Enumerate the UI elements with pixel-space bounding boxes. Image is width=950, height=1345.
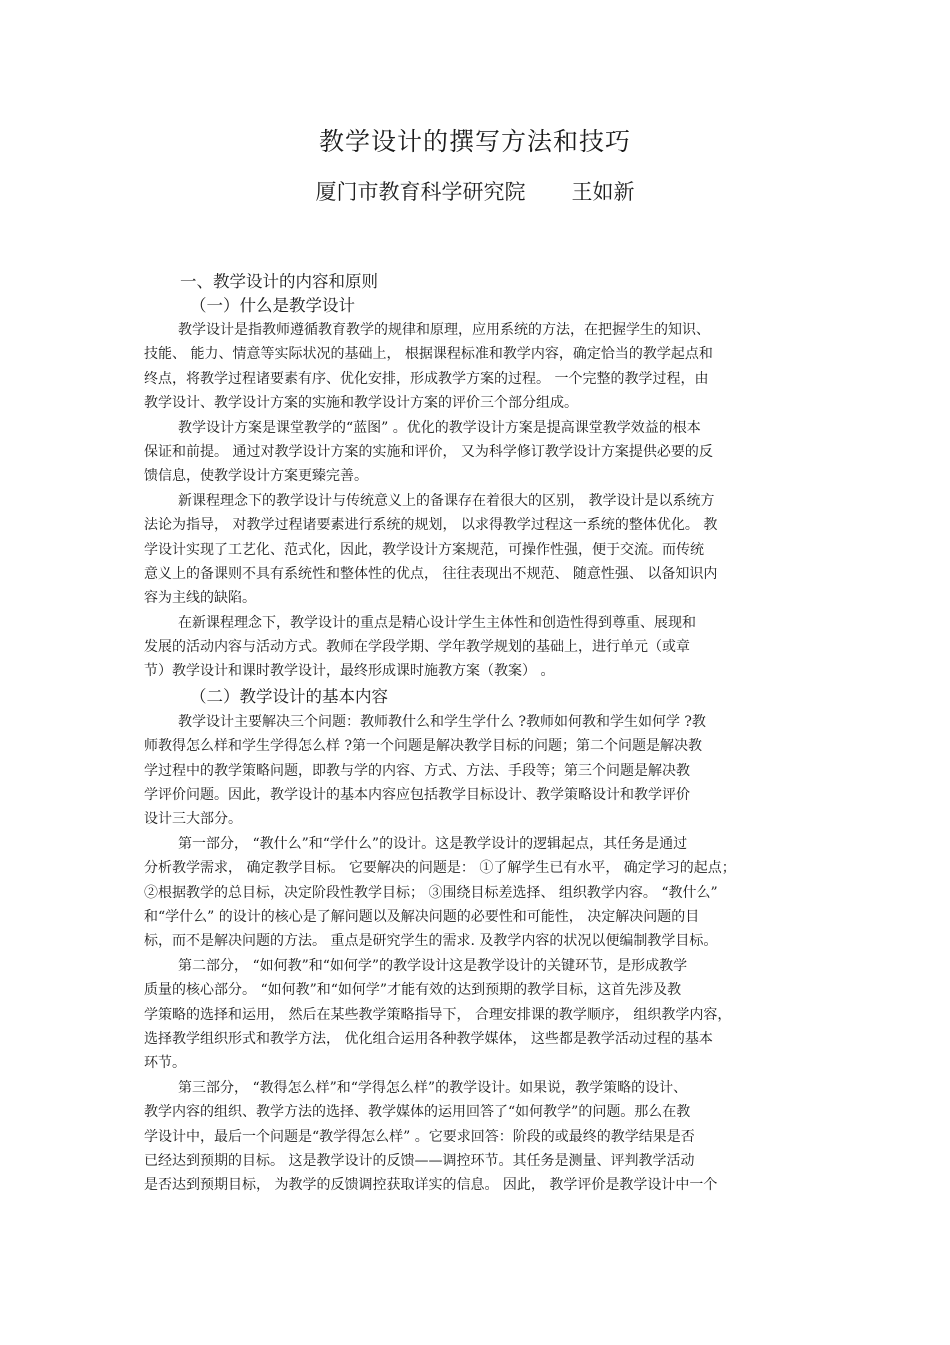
text-line: 教学设计是指教师遵循教育教学的规律和原理，应用系统的方法，在把握学生的知识、 <box>178 322 710 338</box>
subsection-heading-2: （二）教学设计的基本内容 <box>190 686 388 706</box>
text-line: 质量的核心部分。 “如何教”和“如何学”才能有效的达到预期的教学目标，这首先涉及教 <box>144 982 682 999</box>
text-line: 学策略的选择和运用， 然后在某些教学策略指导下， 合理安排课的教学顺序， 组织教学内容， <box>144 1006 732 1023</box>
text-line: 新课程理念下的教学设计与传统意义上的备课存在着很大的区别， 教学设计是以系统方 <box>178 492 715 509</box>
subsection-heading-1: （一）什么是教学设计 <box>190 296 355 315</box>
text-line: ②根据教学的总目标，决定阶段性教学目标； ③围绕目标差选择、 组织教学内容。 “教什么” <box>144 884 718 901</box>
text-line: 节）教学设计和课时教学设计，最终形成课时施教方案（教案） 。 <box>144 663 555 680</box>
document-title: 教学设计的撰写方法和技巧 <box>318 127 631 156</box>
text-line: 已经达到预期的目标。 这是教学设计的反馈——调控环节。其任务是测量、评判教学活动 <box>144 1152 695 1169</box>
text-line: 第三部分， “教得怎么样”和“学得怎么样”的教学设计。如果说，教学策略的设计、 <box>178 1079 688 1096</box>
paragraph-3 <box>144 489 809 611</box>
paragraph-6 <box>144 832 809 954</box>
text-line: 是否达到预期目标， 为教学的反馈调控获取详实的信息。 因此， 教学评价是教学设计中一个 <box>144 1177 718 1194</box>
text-line: 保证和前提。 通过对教学设计方案的实施和评价， 又为科学修订教学设计方案提供必要的反 <box>144 443 713 460</box>
text-line: 第一部分， “教什么”和“学什么”的设计。这是教学设计的逻辑起点，其任务是通过 <box>178 835 688 852</box>
text-line: 选择教学组织形式和教学方法， 优化组合运用各种教学媒体， 这些都是教学活动过程的基本 <box>144 1030 713 1047</box>
text-line: 第二部分， “如何教”和“如何学”的教学设计这是教学设计的关键环节，是形成教学 <box>178 957 688 974</box>
text-line: 在新课程理念下，教学设计的重点是精心设计学生主体性和创造性得到尊重、展现和 <box>178 614 696 631</box>
text-line: 教学设计、教学设计方案的实施和教学设计方案的评价三个部分组成。 <box>144 395 578 412</box>
paragraph-4 <box>144 611 809 684</box>
paragraph-5 <box>144 710 809 832</box>
paragraph-7 <box>144 954 809 1076</box>
text-line: 标，而不是解决问题的方法。 重点是研究学生的需求. 及教学内容的状况以便编制教学目标。 <box>144 933 718 950</box>
text-line: 教学内容的组织、教学方法的选择、教学媒体的运用回答了“如何教学”的问题。那么在教 <box>144 1104 691 1121</box>
section-heading-1: 一、教学设计的内容和原则 <box>180 272 378 291</box>
text-line: 教学设计方案是课堂教学的“蓝图” 。优化的教学设计方案是提高课堂教学效益的根本 <box>178 419 701 436</box>
document-body <box>144 318 809 1198</box>
text-line: 学评价问题。因此，教学设计的基本内容应包括教学目标设计、教学策略设计和教学评价 <box>144 787 690 804</box>
text-line: 学设计实现了工艺化、范式化，因此，教学设计方案规范，可操作性强，便于交流。而传统 <box>144 541 704 558</box>
paragraph-1 <box>144 318 809 416</box>
text-line: 学设计中，最后一个问题是“教学得怎么样” 。它要求回答：阶段的或最终的教学结果是否 <box>144 1128 695 1145</box>
author-name: 王如新 <box>571 180 635 204</box>
text-line: 馈信息，使教学设计方案更臻完善。 <box>144 468 368 485</box>
author-line <box>0 176 950 206</box>
text-line: 学过程中的教学策略问题，即教与学的内容、方式、方法、手段等；第三个问题是解决教 <box>144 762 690 779</box>
text-line: 法论为指导， 对教学过程诸要素进行系统的规划， 以求得教学过程这一系统的整体优化。 教 <box>144 517 718 534</box>
text-line: 分析教学需求， 确定教学目标。 它要解决的问题是： ①了解学生已有水平， 确定学习的起点； <box>144 860 736 877</box>
text-line: 技能、 能力、情意等实际状况的基础上， 根据课程标准和教学内容，确定恰当的教学起点和 <box>144 346 713 363</box>
paragraph-8 <box>144 1076 809 1198</box>
text-line: 终点，将教学过程诸要素有序、优化安排，形成教学方案的过程。 一个完整的教学过程，由 <box>144 370 709 387</box>
text-line: 教学设计主要解决三个问题：教师教什么和学生学什么 ?教师如何教和学生如何学 ?教 <box>178 713 706 730</box>
text-line: 环节。 <box>144 1055 186 1072</box>
text-line: 发展的活动内容与活动方式。教师在学段学期、学年教学规划的基础上，进行单元（或章 <box>144 639 690 656</box>
author-organization: 厦门市教育科学研究院 <box>315 180 526 204</box>
text-line: 设计三大部分。 <box>144 811 242 828</box>
text-line: 和“学什么” 的设计的核心是了解问题以及解决问题的必要性和可能性， 决定解决问题的目 <box>144 908 700 925</box>
text-line: 意义上的备课则不具有系统性和整体性的优点， 往往表现出不规范、 随意性强、 以备知识内 <box>144 565 718 582</box>
text-line: 师教得怎么样和学生学得怎么样 ?第一个问题是解决教学目标的问题；第二个问题是解决教 <box>144 738 702 755</box>
paragraph-2 <box>144 416 809 489</box>
text-line: 容为主线的缺陷。 <box>144 590 256 607</box>
